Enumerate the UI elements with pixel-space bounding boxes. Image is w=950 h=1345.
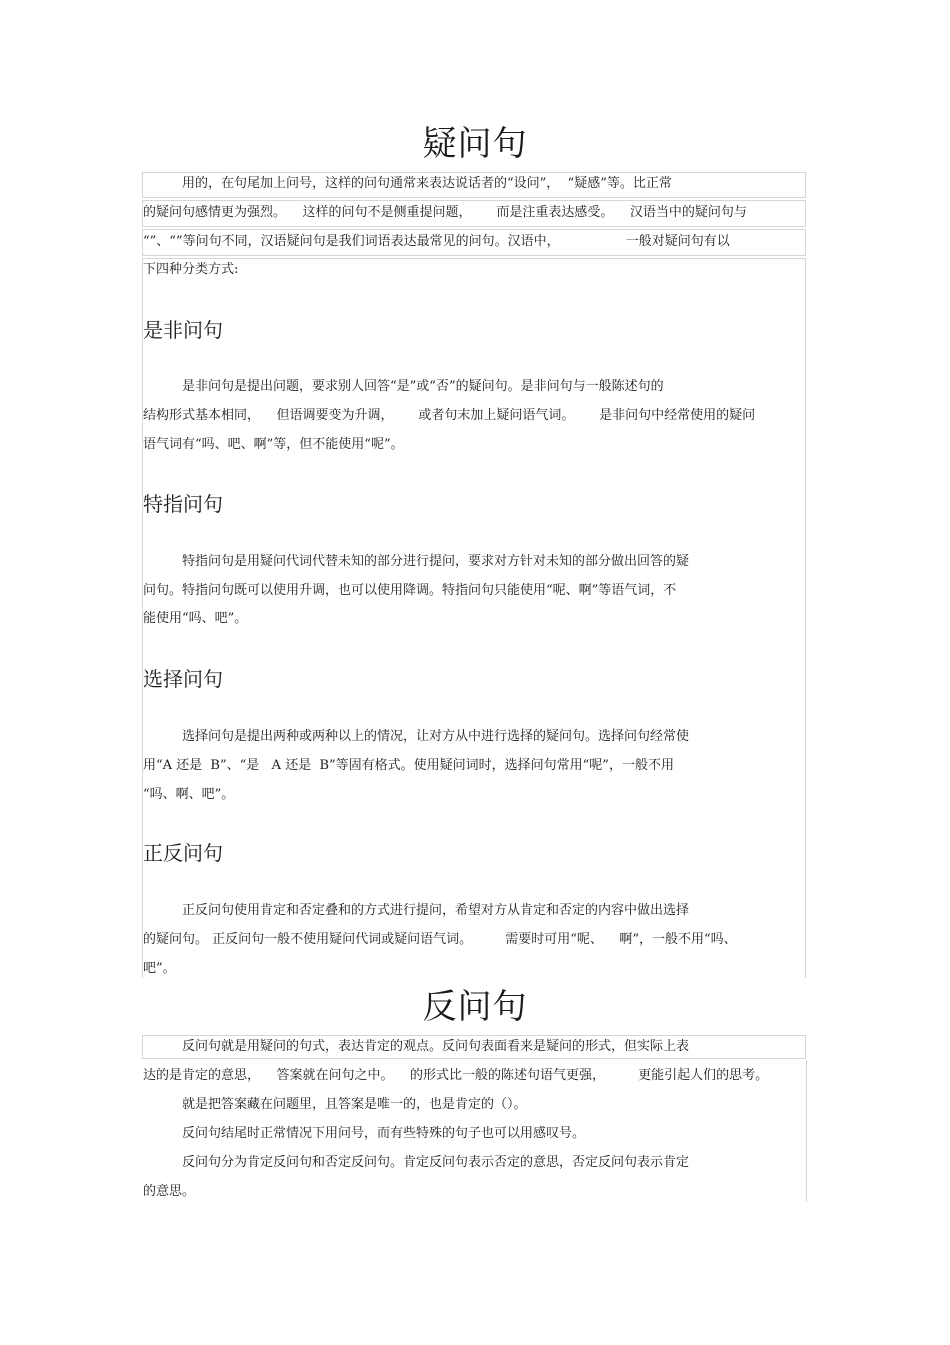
section-line: 结构形式基本相同， 但语调要变为升调， 或者句末加上疑问语气词。 是非问句中经常使用的疑问 — [143, 408, 756, 423]
section-line: 吧”。 — [143, 961, 176, 976]
section-line: 的疑问句。 正反问句一般不使用疑问代词或疑问语气词。 需要时可用“呢、 啊”，一般不用“吗、 — [143, 932, 737, 947]
section-line: 问句。特指问句既可以使用升调，也可以使用降调。特指问句只能使用“呢、啊”等语气词，不 — [143, 583, 677, 598]
section-line: 特指问句是用疑问代词代替未知的部分进行提问，要求对方针对未知的部分做出回答的疑 — [182, 554, 690, 569]
rhetorical-line: 的意思。 — [143, 1184, 196, 1199]
section-line: 选择问句是提出两种或两种以上的情况，让对方从中进行选择的疑问句。选择问句经常使 — [182, 729, 690, 744]
section-line: “吗、啊、吧”。 — [143, 787, 235, 802]
rhetorical-line: 反问句结尾时正常情况下用问号，而有些特殊的句子也可以用感叹号。 — [182, 1126, 586, 1141]
rhetorical-line: 达的是肯定的意思， 答案就在问句之中。 的形式比一般的陈述句语气更强， 更能引起人们的思考。 — [143, 1068, 769, 1083]
intro-line: 用的，在句尾加上问号，这样的问句通常来表达说话者的“设问”， “疑感”等。比正常 — [182, 176, 672, 191]
section-heading: 特指问句 — [143, 492, 223, 516]
section-line: 正反问句使用肯定和否定叠和的方式进行提问，希望对方从肯定和否定的内容中做出选择 — [182, 903, 690, 918]
section-line: 是非问句是提出问题，要求别人回答“是”或“否”的疑问句。是非问句与一般陈述句的 — [182, 379, 664, 394]
section-line: 能使用“吗、吧”。 — [143, 611, 248, 626]
section-line: 用“A 还是 B”、“是 A 还是 B”等固有格式。使用疑问词时，选择问句常用“呢”，一般不用 — [143, 758, 674, 773]
section-heading: 正反问句 — [143, 841, 223, 865]
section-heading: 选择问句 — [143, 667, 223, 691]
rhetorical-line: 反问句就是用疑问的句式，表达肯定的观点。反问句表面看来是疑问的形式，但实际上表 — [182, 1039, 690, 1054]
intro-line: 的疑问句感情更为强烈。 这样的问句不是侧重提问题， 而是注重表达感受。 汉语当中的疑问句与 — [143, 205, 747, 220]
rhetorical-line: 就是把答案藏在问题里，且答案是唯一的，也是肯定的（）。 — [182, 1097, 527, 1112]
intro-line: “”、“”等问句不同，汉语疑问句是我们词语表达最常见的问句。汉语中， 一般对疑问句有以 — [143, 234, 730, 249]
main-title: 疑问句 — [422, 124, 528, 164]
section-heading: 是非问句 — [143, 318, 223, 342]
rhetorical-title: 反问句 — [422, 987, 528, 1027]
section-line: 语气词有“吗、吧、啊”等，但不能使用“呢”。 — [143, 437, 404, 452]
rhetorical-line: 反问句分为肯定反问句和否定反问句。肯定反问句表示否定的意思，否定反问句表示肯定 — [182, 1155, 690, 1170]
intro-line: 下四种分类方式: — [143, 262, 239, 277]
